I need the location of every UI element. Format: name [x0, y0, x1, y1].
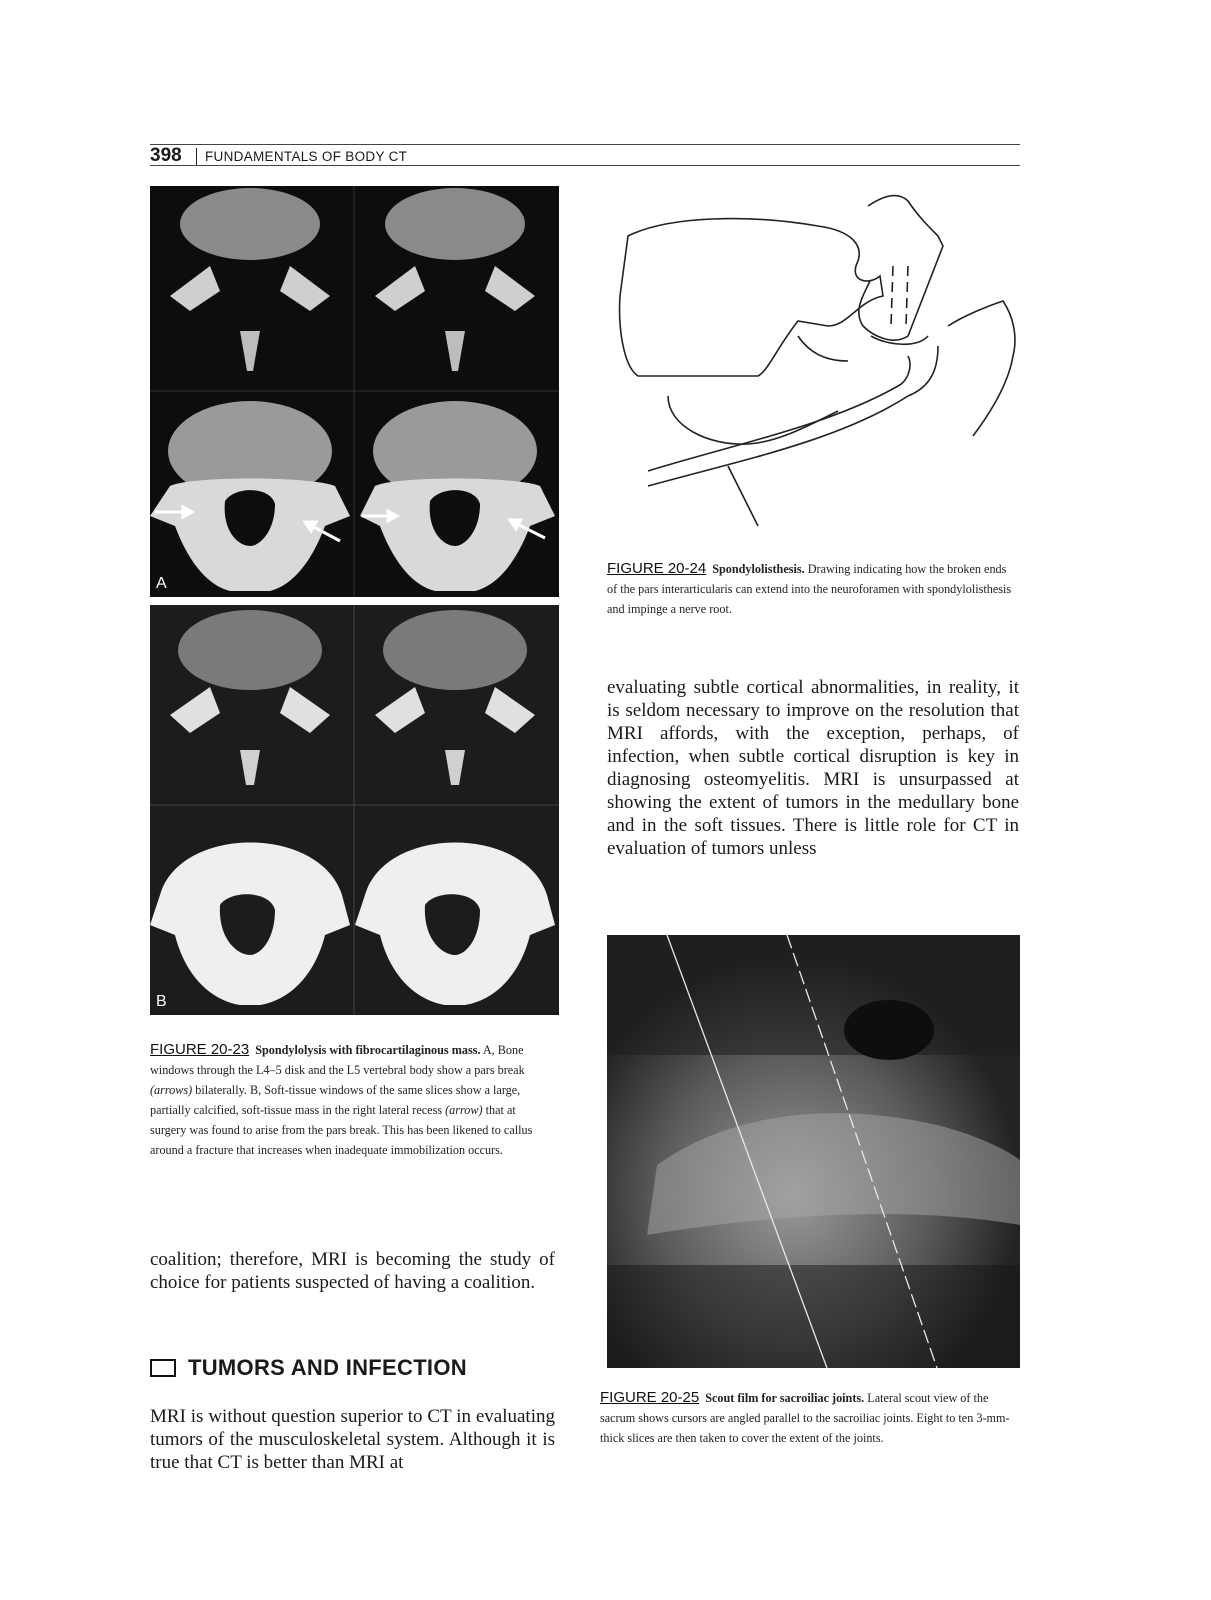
ct-soft-tissue-window-image — [150, 605, 559, 1015]
running-title: FUNDAMENTALS OF BODY CT — [205, 149, 408, 164]
section-heading-text: TUMORS AND INFECTION — [188, 1355, 467, 1380]
figure-20-25-caption — [600, 1388, 1020, 1448]
figure-20-23-panel-a — [150, 186, 559, 597]
page-number: 398 — [150, 145, 182, 166]
figure-20-25-scout-image — [607, 935, 1020, 1368]
figure-20-23-text-1: A, Bone windows through the L4–5 disk and the L5 vertebral body show a pars break — [150, 1043, 525, 1077]
figure-20-24-drawing — [608, 186, 1028, 556]
figure-20-24-caption — [607, 559, 1017, 619]
figure-20-25-title: Scout film for sacroiliac joints. — [705, 1391, 865, 1405]
figure-20-23-title: Spondylolysis with fibrocartilaginous mass. — [255, 1043, 481, 1057]
figure-20-24-text: Drawing indicating how the broken ends of the pars interarticularis can extend into the neuroforamen with spondylolisthesis and impinge a nerve root. — [607, 562, 1012, 616]
figure-20-23-text-3: that at surgery was found to arise from the pars break. This has been likened to callus around a fracture that increases when inadequate immobilization occurs. — [150, 1103, 533, 1157]
figure-20-24-title: Spondylolisthesis. — [712, 562, 805, 576]
ct-bone-window-image — [150, 186, 559, 597]
header-rule-bottom — [150, 165, 1020, 166]
right-column-paragraph: evaluating subtle cortical abnormalities, in reality, it is seldom necessary to improve on the resolution that MRI affords, with the exception, perhaps, of infection, when subtle cortical disruption is key in diagnosing osteomyelitis. MRI is unsurpassed at showing the extent of tumors in the medullary bone and in the soft tissues. There is little role for CT in evaluation of tumors unless — [607, 677, 1019, 859]
figure-20-23-text-2: bilaterally. B, Soft-tissue windows of the same slices show a large, partially calcified, soft-tissue mass in the right lateral recess — [150, 1083, 521, 1117]
figure-20-23-italic-2: (arrow) — [445, 1103, 483, 1117]
figure-20-23-number: FIGURE 20-23 — [150, 1041, 250, 1058]
page-header — [150, 142, 1020, 166]
left-column-paragraph: coalition; therefore, MRI is becoming the study of choice for patients suspected of having a coalition. — [150, 1249, 555, 1293]
section-heading — [150, 1355, 467, 1381]
header-separator — [196, 148, 197, 165]
header-rule-top — [150, 144, 1020, 145]
heading-box-icon — [150, 1359, 176, 1377]
figure-20-23-panel-b — [150, 605, 559, 1015]
figure-20-23-caption — [150, 1040, 555, 1160]
figure-20-23-italic-1: (arrows) — [150, 1083, 193, 1097]
figure-20-25-number: FIGURE 20-25 — [600, 1389, 700, 1406]
figure-20-25-text: Lateral scout view of the sacrum shows cursors are angled parallel to the sacroiliac joints. Eight to ten 3-mm-thick slices are then taken to cover the extent of the joints. — [600, 1391, 1010, 1445]
panel-a-label: A — [156, 575, 167, 592]
section-paragraph: MRI is without question superior to CT in evaluating tumors of the musculoskeletal system. Although it is true that CT is better than MRI at — [150, 1406, 555, 1473]
sacrum-scout-film — [607, 935, 1020, 1368]
figure-20-24-number: FIGURE 20-24 — [607, 560, 707, 577]
panel-b-label: B — [156, 993, 167, 1010]
spondylolisthesis-drawing — [608, 186, 1028, 556]
